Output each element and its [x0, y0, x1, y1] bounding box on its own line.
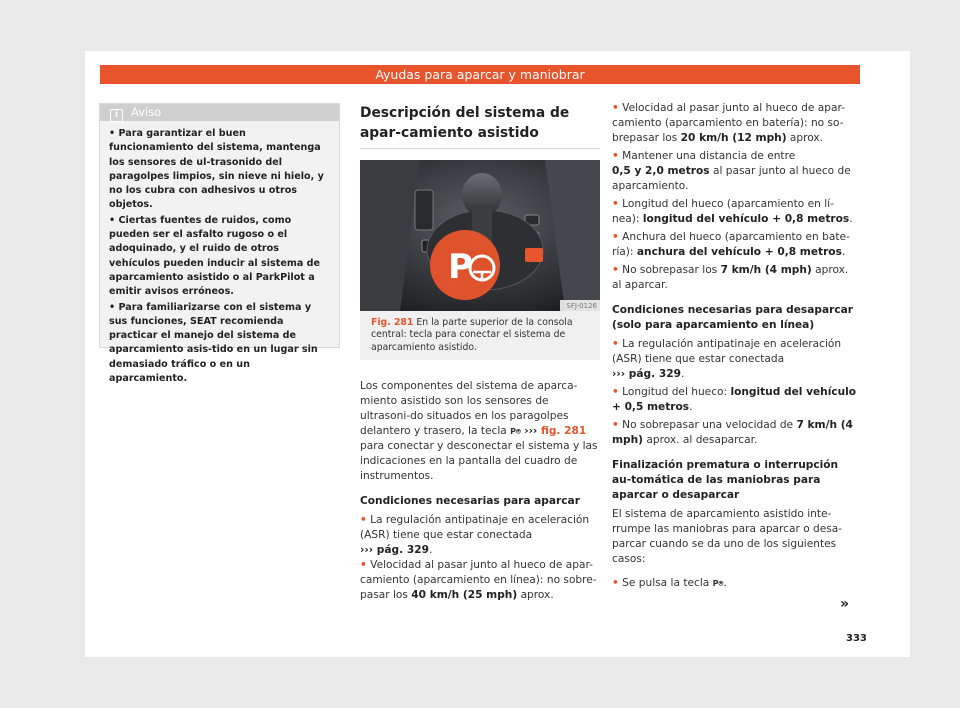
figure-caption — [360, 311, 600, 360]
list-item: • Mantener una distancia de entre 0,5 y 2,0 metros al pasar junto al hueco de aparcamiento. — [612, 150, 851, 192]
section-title: Descripción del sistema de apar-camiento asistido — [360, 103, 600, 149]
list-item: • No sobrepasar una velocidad de 7 km/h (4 mph) aprox. al desaparcar. — [612, 419, 853, 446]
chapter-header: Ayudas para aparcar y maniobrar — [100, 65, 860, 84]
console-photo — [360, 160, 600, 311]
warning-column — [99, 103, 340, 385]
info-icon: i — [110, 109, 123, 122]
unpark-heading: Condiciones necesarias para desaparcar (solo para aparcamiento en línea) — [612, 304, 853, 331]
early-stop-heading: Finalización prematura o interrupción au-tomática de las maniobras para aparcar o desaparcar — [612, 459, 839, 501]
park-conditions-cont — [612, 101, 860, 293]
intro-paragraph: Los componentes del sistema de aparca-miento asistido son los sensores de ultrasoni-do situados en los paragolpes delantero y trasero, la tecla P⍟ ››› fig. 281 para conectar y desconectar el sistema y las indicaciones en la pantalla del cuadro de instrumentos. — [360, 379, 598, 482]
list-item: • Se pulsa la tecla P⍟. — [612, 577, 727, 589]
warning-body — [100, 121, 339, 386]
unpark-conditions — [612, 337, 860, 448]
warning-item: • Ciertas fuentes de ruidos, como pueden ser el asfalto rugoso o el adoquinado, y el ruido de otros vehículos pueden inducir al sistema de aparcamiento asistido o al ParkPilot a emitir avisos erróneos. — [109, 214, 321, 298]
list-item: • Longitud del hueco: longitud del vehículo + 0,5 metros. — [612, 386, 857, 413]
svg-text:P: P — [448, 247, 473, 287]
console-figure — [360, 160, 600, 311]
list-item: • Velocidad al pasar junto al hueco de apar-camiento (aparcamiento en línea): no sobre-pasar los 40 km/h (25 mph) aprox. — [360, 558, 597, 601]
early-stop-text: El sistema de aparcamiento asistido inte-rrumpe las maniobras para aparcar o desa-parcar cuando se da uno de los siguientes casos: — [612, 508, 843, 565]
list-item: • No sobrepasar los 7 km/h (4 mph) aprox. al aparcar. — [612, 264, 849, 291]
warning-item: • Para garantizar el buen funcionamiento del sistema, mantenga los sensores de ul-trasonido del paragolpes limpios, sin nieve ni hielo, y no los cubra con adhesivos u otros objetos. — [109, 128, 324, 211]
warning-box — [99, 103, 340, 385]
list-item: • La regulación antipatinaje en aceleración (ASR) tiene que estar conectada ››› pág. 329. — [360, 513, 590, 556]
figure-number: Fig. 281 — [371, 317, 414, 328]
right-column — [612, 101, 860, 591]
list-item: • Velocidad al pasar junto al hueco de apar-camiento (aparcamiento en batería): no so-brepasar los 20 km/h (12 mph) aprox. — [612, 102, 845, 144]
continue-marker: » — [840, 596, 850, 612]
early-stop-list — [612, 576, 860, 591]
main-column — [360, 103, 600, 603]
list-item: • La regulación antipatinaje en aceleración (ASR) tiene que estar conectada ››› pág. 329. — [612, 338, 842, 380]
page-link[interactable]: ››› pág. 329 — [612, 368, 681, 380]
park-heading: Condiciones necesarias para aparcar — [360, 494, 580, 507]
warning-title: Aviso — [131, 105, 162, 119]
park-assist-icon: P⍟ — [510, 426, 521, 436]
list-item: • Longitud del hueco (aparcamiento en lí-nea): longitud del vehículo + 0,8 metros. — [612, 198, 853, 225]
park-assist-icon: P⍟ — [712, 579, 724, 588]
warning-header — [100, 104, 339, 121]
fig-link[interactable]: ››› fig. 281 — [524, 424, 587, 437]
park-conditions — [360, 513, 600, 603]
figure-caption-text: En la parte superior de la consola central: tecla para conectar el sistema de aparcamiento asistido. — [371, 317, 573, 353]
list-item: • Anchura del hueco (aparcamiento en bate-ría): anchura del vehículo + 0,8 metros. — [612, 231, 850, 258]
page-link[interactable]: ››› pág. 329 — [360, 543, 429, 556]
page-number: 333 — [846, 633, 867, 644]
figure-code: SFJ-0126 — [566, 302, 597, 310]
warning-item: • Para familiarizarse con el sistema y sus funciones, SEAT recomienda practicar el manejo del sistema de aparcamiento asis-tido en un lugar sin demasiado tráfico o en un aparcamiento. — [109, 301, 318, 385]
